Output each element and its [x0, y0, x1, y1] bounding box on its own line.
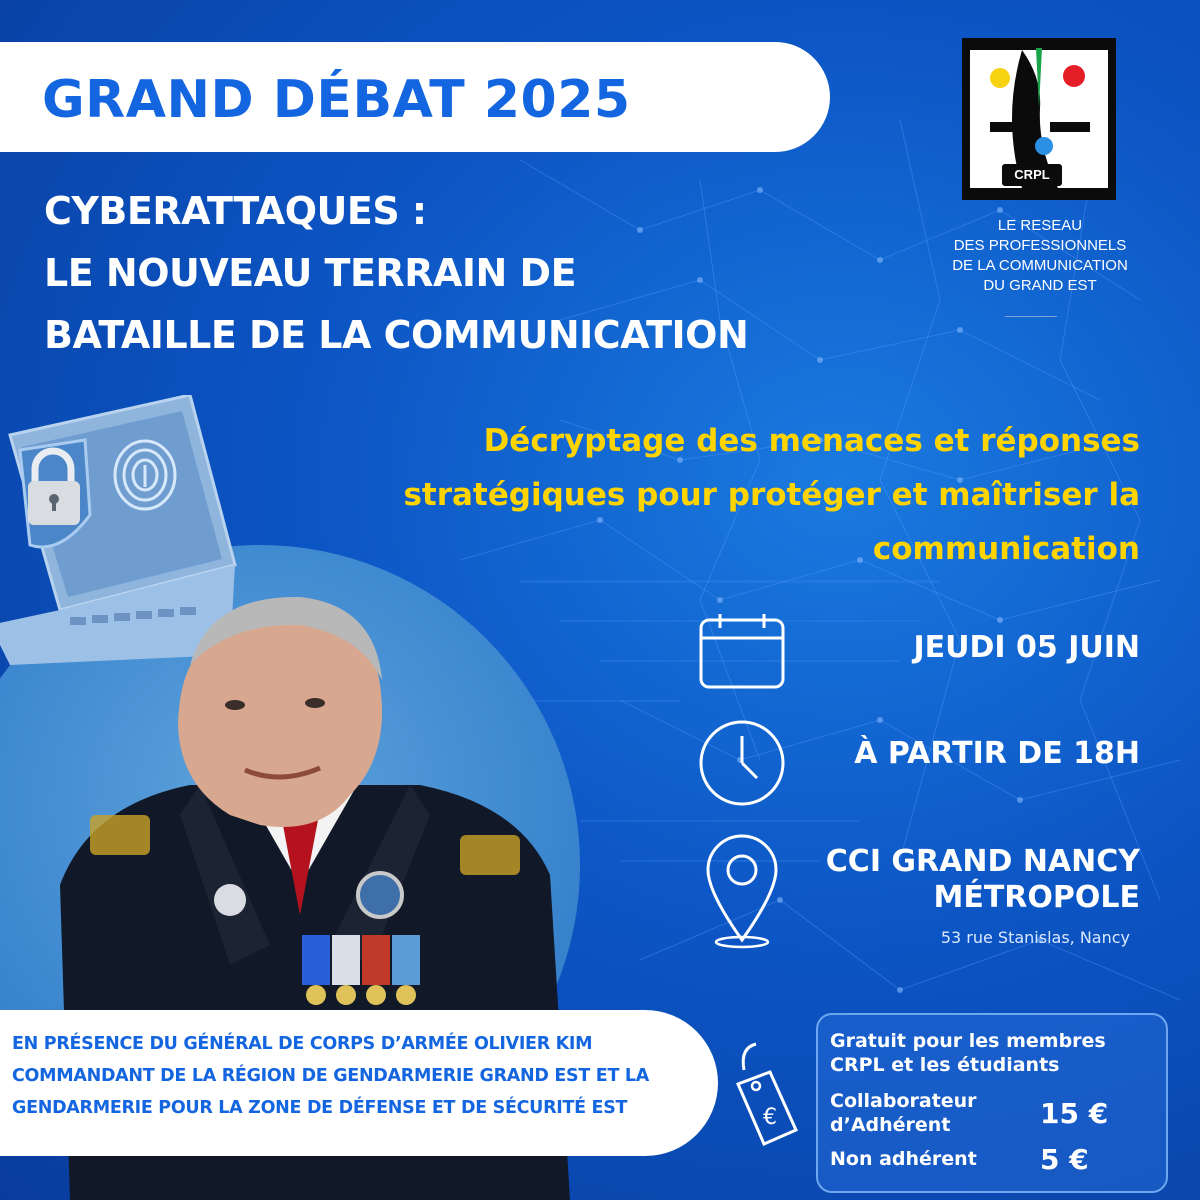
- pricing-non-member-label: Non adhérent: [830, 1148, 977, 1170]
- calendar-icon: [698, 612, 786, 690]
- pricing-collab-label: d’Adhérent: [830, 1114, 951, 1136]
- clock-icon: [697, 718, 787, 808]
- headline: [44, 180, 748, 366]
- guest-line: GENDARMERIE POUR LA ZONE DE DÉFENSE ET DE SÉCURITÉ EST: [12, 1098, 628, 1118]
- guest-text: [12, 1028, 649, 1124]
- pricing-non-member-price: 5 €: [1040, 1143, 1089, 1176]
- crpl-logo: [962, 38, 1116, 200]
- event-time: À PARTIR DE 18H: [854, 736, 1140, 771]
- pricing-free-line: CRPL et les étudiants: [830, 1054, 1060, 1076]
- subtitle-line: Décryptage des menaces et réponses: [483, 423, 1140, 459]
- pricing-collab-price: 15 €: [1040, 1097, 1109, 1130]
- venue-address: 53 rue Stanislas, Nancy: [940, 928, 1130, 947]
- svg-text:€: €: [763, 1105, 777, 1130]
- subtitle-line: communication: [872, 531, 1140, 567]
- tagline-line: DU GRAND EST: [983, 277, 1097, 294]
- headline-line: CYBERATTAQUES :: [44, 189, 427, 233]
- headline-line: LE NOUVEAU TERRAIN DE: [44, 251, 577, 295]
- guest-line: COMMANDANT DE LA RÉGION DE GENDARMERIE GRAND EST ET LA: [12, 1066, 649, 1086]
- pricing-collab-label: Collaborateur: [830, 1090, 977, 1112]
- logo-tagline: [910, 216, 1170, 296]
- venue-name-line2: MÉTROPOLE: [933, 880, 1140, 915]
- tagline-line: DE LA COMMUNICATION: [952, 257, 1128, 274]
- price-tag-icon: [730, 1040, 804, 1150]
- pricing-free-line: Gratuit pour les membres: [830, 1030, 1106, 1052]
- venue-name: CCI GRAND NANCY: [825, 844, 1140, 879]
- logo-divider: [1005, 316, 1057, 317]
- event-title: GRAND DÉBAT 2025: [42, 70, 631, 130]
- fingerprint-icon: [115, 441, 175, 509]
- event-date: JEUDI 05 JUIN: [913, 630, 1140, 665]
- guest-line: EN PRÉSENCE DU GÉNÉRAL DE CORPS D’ARMÉE OLIVIER KIM: [12, 1034, 593, 1054]
- subtitle: [320, 414, 1140, 576]
- crpl-logo-text: CRPL: [1014, 167, 1050, 182]
- tagline-line: DES PROFESSIONNELS: [953, 237, 1127, 254]
- tagline-line: LE RESEAU: [997, 217, 1083, 234]
- location-pin-icon: [702, 830, 782, 950]
- headline-line: BATAILLE DE LA COMMUNICATION: [44, 313, 749, 357]
- crpl-logo-badge: [1002, 164, 1062, 186]
- subtitle-line: stratégiques pour protéger et maîtriser la: [403, 477, 1140, 513]
